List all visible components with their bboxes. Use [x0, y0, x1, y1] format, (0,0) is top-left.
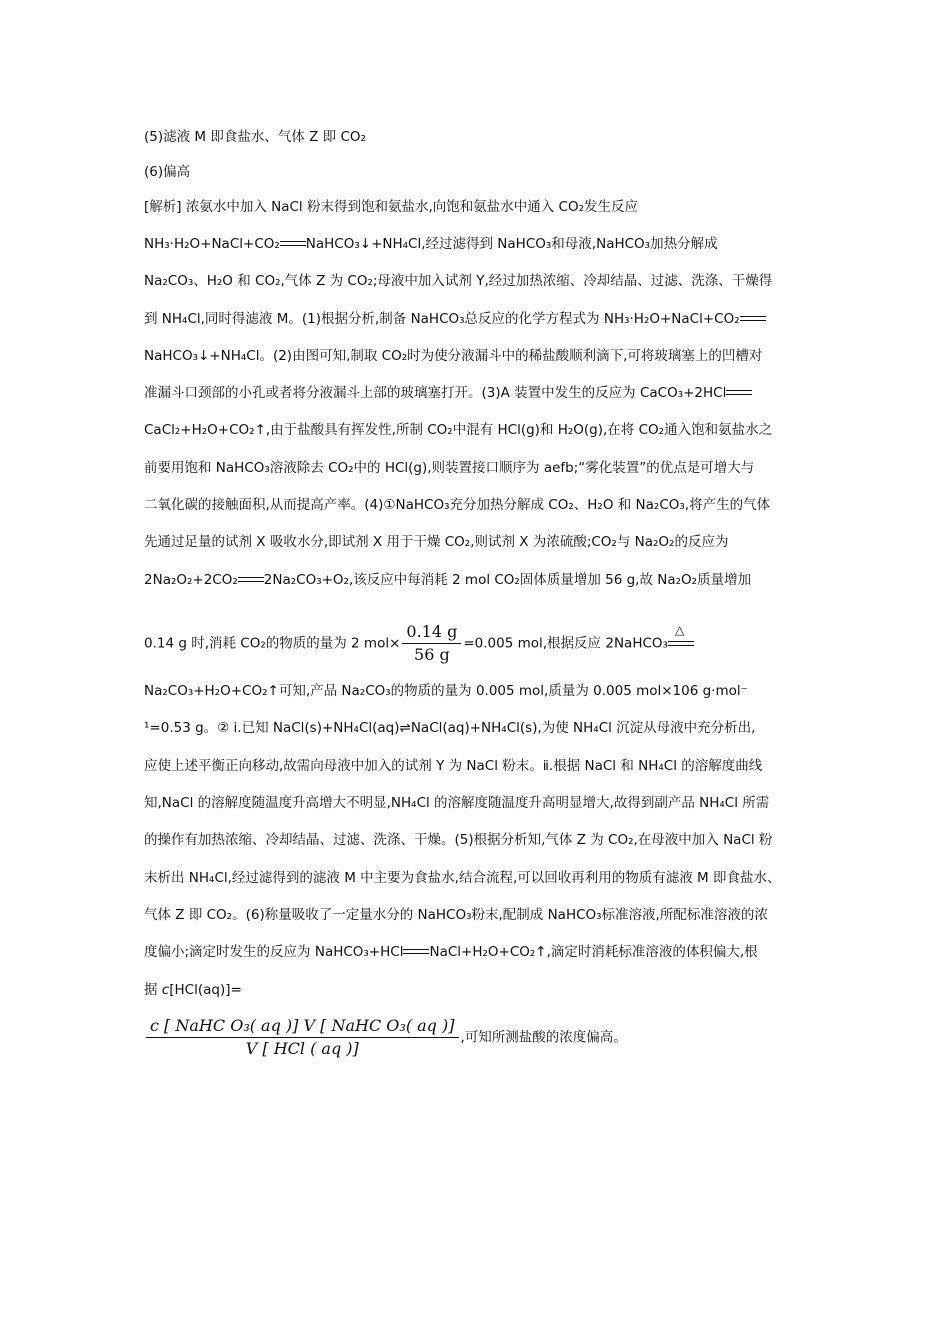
analysis-text: NaCl+H₂O+CO₂↑,滴定时消耗标准溶液的体积偏大,根	[429, 944, 758, 960]
analysis-text: 到 NH₄Cl,同时得滤液 M。(1)根据分析,制备 NaHCO₃总反应的化学方程式为 NH₃·H₂O+NaCl+CO₂	[144, 311, 740, 327]
analysis-line-5: NaHCO₃↓+NH₄Cl。(2)由图可知,制取 CO₂时为使分液漏斗中的稀盐酸顺利滴下,可将玻璃塞上的凹槽对	[144, 348, 763, 364]
analysis-line-21	[144, 980, 242, 1000]
equals-arrow-icon	[740, 312, 766, 326]
answer-line-5: (5)滤液 M 即食盐水、气体 Z 即 CO₂	[144, 129, 366, 145]
heat-arrow-icon	[668, 622, 694, 651]
analysis-line-3: Na₂CO₃、H₂O 和 CO₂,气体 Z 为 CO₂;母液中加入试剂 Y,经过加热浓缩、冷却结晶、过滤、洗涤、干燥得	[144, 273, 773, 289]
equation-reactants: 2Na₂O₂+2CO₂	[144, 572, 238, 588]
analysis-text: =0.005 mol,根据反应 2NaHCO₃	[463, 635, 668, 652]
analysis-text: [HCl(aq)]=	[169, 982, 242, 998]
analysis-line-8: 前要用饱和 NaHCO₃溶液除去 CO₂中的 HCl(g),则装置接口顺序为 aefb;“雾化装置”的优点是可增大与	[144, 460, 755, 476]
concentration-symbol: c	[161, 982, 170, 998]
analysis-line-10: 先通过足量的试剂 X 吸收水分,即试剂 X 用于干燥 CO₂,则试剂 X 为浓硫酸;CO₂与 Na₂O₂的反应为	[144, 534, 729, 550]
analysis-line-14: ¹=0.53 g。② ⅰ.已知 NaCl(s)+NH₄Cl(aq)⇌NaCl(aq)+NH₄Cl(s),为使 NH₄Cl 沉淀从母液中充分析出,	[144, 720, 756, 736]
analysis-line-1: [解析] 浓氨水中加入 NaCl 粉末得到饱和氨盐水,向饱和氨盐水中通入 CO₂发生反应	[144, 199, 639, 215]
analysis-text: ,可知所测盐酸的浓度偏高。	[460, 1029, 627, 1046]
fraction-denominator	[146, 1038, 459, 1059]
equation-reactants: NH₃·H₂O+NaCl+CO₂	[144, 236, 280, 252]
analysis-text: 0.14 g 时,消耗 CO₂的物质的量为 2 mol×	[144, 635, 401, 652]
equals-arrow-icon	[726, 386, 752, 400]
analysis-line-13: Na₂CO₃+H₂O+CO₂↑可知,产品 Na₂CO₃的物质的量为 0.005 mol,质量为 0.005 mol×106 g·mol⁻	[144, 683, 748, 699]
analysis-text: 度偏小;滴定时发生的反应为 NaHCO₃+HCl	[144, 944, 404, 960]
analysis-line-6	[144, 383, 752, 403]
fraction-numerator	[146, 1016, 459, 1038]
analysis-text: 据	[144, 982, 162, 998]
fraction-denominator-text: V [ HCl ( aq )]	[245, 1039, 359, 1058]
analysis-line-22	[144, 1016, 627, 1059]
analysis-line-9: 二氧化碳的接触面积,从而提高产率。(4)①NaHCO₃充分加热分解成 CO₂、H₂O 和 Na₂CO₃,将产生的气体	[144, 497, 771, 513]
heat-triangle-icon: △	[674, 622, 685, 637]
analysis-line-20	[144, 942, 758, 962]
equals-arrow-icon	[238, 573, 264, 587]
analysis-line-15: 应使上述平衡正向移动,故需向母液中加入的试剂 Y 为 NaCl 粉末。ⅱ.根据 NaCl 和 NH₄Cl 的溶解度曲线	[144, 758, 763, 774]
fraction-denominator: 56 g	[414, 645, 450, 664]
analysis-line-12	[144, 622, 694, 665]
equation-products: NaHCO₃↓+NH₄Cl,经过滤得到 NaHCO₃和母液,NaHCO₃加热分解成	[305, 236, 718, 252]
fraction-numerator: 0.14 g	[402, 622, 461, 644]
equals-arrow-icon	[280, 237, 306, 251]
analysis-text: 2Na₂CO₃+O₂,该反应中每消耗 2 mol CO₂固体质量增加 56 g,故 Na₂O₂质量增加	[263, 572, 752, 588]
analysis-line-4	[144, 309, 766, 329]
analysis-line-7: CaCl₂+H₂O+CO₂↑,由于盐酸具有挥发性,所制 CO₂中混有 HCl(g)和 H₂O(g),在将 CO₂通入饱和氨盐水之	[144, 422, 773, 438]
mass-fraction	[402, 622, 461, 665]
analysis-line-16: 知,NaCl 的溶解度随温度升高增大不明显,NH₄Cl 的溶解度随温度升高明显增大,故得到副产品 NH₄Cl 所需	[144, 795, 770, 811]
analysis-line-17: 的操作有加热浓缩、冷却结晶、过滤、洗涤、干燥。(5)根据分析知,气体 Z 为 CO₂,在母液中加入 NaCl 粉	[144, 832, 773, 848]
analysis-line-18: 末析出 NH₄Cl,经过滤得到的滤液 M 中主要为食盐水,结合流程,可以回收再利用的物质有滤液 M 即食盐水、	[144, 870, 781, 886]
analysis-line-19: 气体 Z 即 CO₂。(6)称量吸收了一定量水分的 NaHCO₃粉末,配制成 NaHCO₃标准溶液,所配标准溶液的浓	[144, 907, 768, 923]
analysis-line-2	[144, 234, 718, 254]
fraction-numerator-text: c [ NaHC O₃( aq )] V [ NaHC O₃( aq )]	[150, 1016, 455, 1035]
answer-line-6: (6)偏高	[144, 164, 191, 180]
equals-arrow-icon	[403, 945, 429, 959]
analysis-text: 准漏斗口颈部的小孔或者将分液漏斗上部的玻璃塞打开。(3)A 装置中发生的反应为 CaCO₃+2HCl	[144, 385, 727, 401]
concentration-fraction	[146, 1016, 459, 1059]
analysis-line-11	[144, 570, 751, 590]
